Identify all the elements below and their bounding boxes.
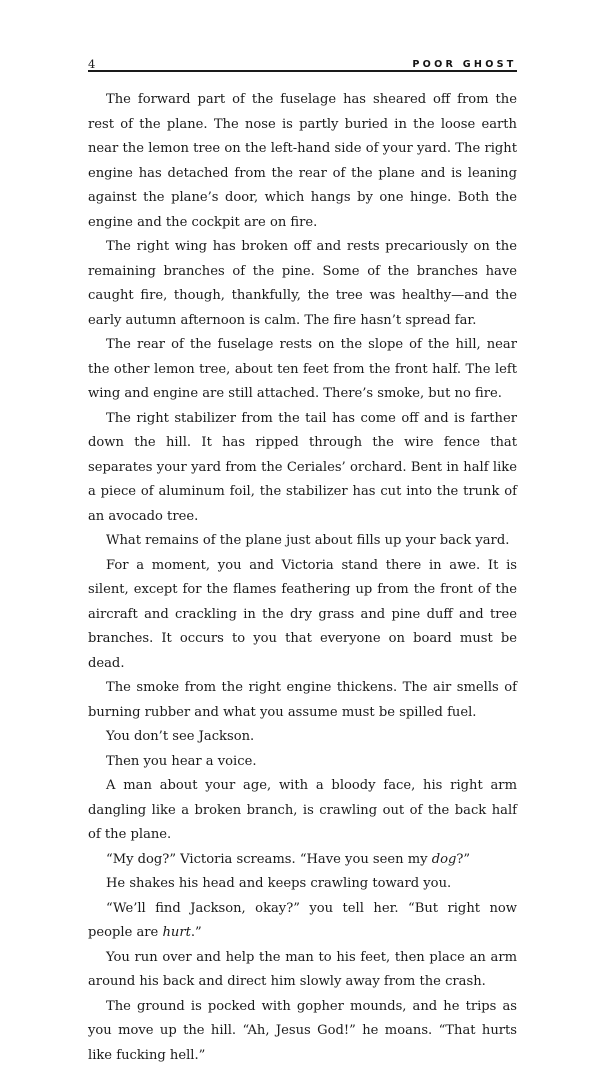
body-text-block	[88, 88, 517, 1068]
paragraph-text-after: ?”	[456, 852, 470, 867]
running-head	[88, 48, 517, 70]
paragraph-with-emphasis	[88, 848, 517, 873]
emphasis-hurt: hurt	[162, 925, 190, 940]
paragraph: The rear of the fuselage rests on the slope of the hill, near the other lemon tree, about ten feet from the front half. The left wing and engine are still attached. There’s smoke, but no fire.	[88, 333, 517, 407]
paragraph-with-emphasis	[88, 897, 517, 946]
paragraph-text-before: “We’ll find Jackson, okay?” you tell her. “But right now people are	[88, 901, 517, 941]
paragraph-text-after: .”	[191, 925, 202, 940]
paragraph: What remains of the plane just about fills up your back yard.	[88, 529, 517, 554]
paragraph: For a moment, you and Victoria stand there in awe. It is silent, except for the flames feathering up from the front of the aircraft and crackling in the dry grass and pine duff and tree branches. It occurs to you that everyone on board must be dead.	[88, 554, 517, 677]
emphasis-dog: dog	[432, 852, 457, 867]
paragraph: You don’t see Jackson.	[88, 725, 517, 750]
paragraph: Then you hear a voice.	[88, 750, 517, 775]
header-rule	[88, 70, 517, 72]
paragraph: The right stabilizer from the tail has come off and is farther down the hill. It has ripped through the wire fence that separates your yard from the Ceriales’ orchard. Bent in half like a piece of aluminum foil, the stabilizer has cut into the trunk of an avocado tree.	[88, 407, 517, 530]
paragraph: The forward part of the fuselage has sheared off from the rest of the plane. The nose is partly buried in the loose earth near the lemon tree on the left-hand side of your yard. The right engine has detached from the rear of the plane and is leaning against the plane’s door, which hangs by one hinge. Both the engine and the cockpit are on fire.	[88, 88, 517, 235]
page-number: 4	[88, 59, 96, 71]
paragraph-text-before: “My dog?” Victoria screams. “Have you seen my	[106, 852, 432, 867]
paragraph: You run over and help the man to his feet, then place an arm around his back and direct him slowly away from the crash.	[88, 946, 517, 995]
paragraph: He shakes his head and keeps crawling toward you.	[88, 872, 517, 897]
paragraph: The ground is pocked with gopher mounds, and he trips as you move up the hill. “Ah, Jesus God!” he moans. “That hurts like fucking hell.”	[88, 995, 517, 1068]
book-title-running-head: POOR GHOST	[413, 60, 517, 70]
paragraph: A man about your age, with a bloody face, his right arm dangling like a broken branch, is crawling out of the back half of the plane.	[88, 774, 517, 848]
paragraph: The right wing has broken off and rests precariously on the remaining branches of the pine. Some of the branches have caught fire, though, thankfully, the tree was healthy—and the early autumn afternoon is calm. The fire hasn’t spread far.	[88, 235, 517, 333]
paragraph: The smoke from the right engine thickens. The air smells of burning rubber and what you assume must be spilled fuel.	[88, 676, 517, 725]
